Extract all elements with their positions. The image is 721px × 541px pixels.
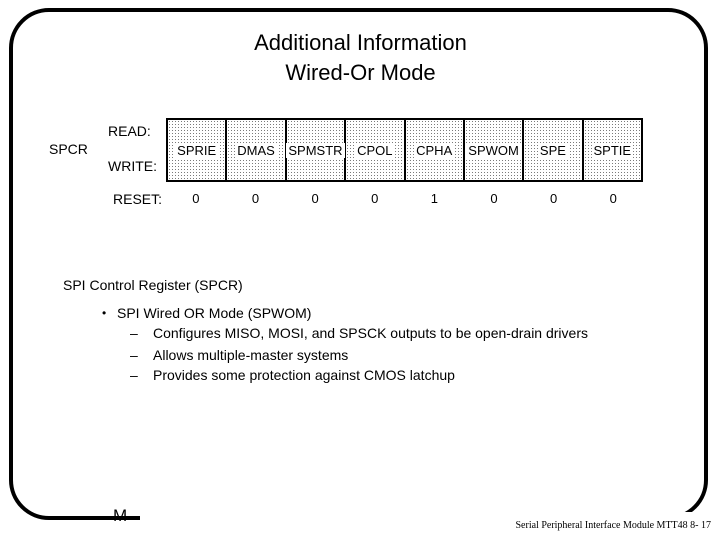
- reset-value: 0: [609, 191, 617, 206]
- bit-label: DMAS: [237, 142, 275, 158]
- register-bit-table: [166, 118, 643, 182]
- dash-marker: –: [130, 367, 138, 383]
- register-bit-cell: [524, 120, 583, 180]
- reset-value: 0: [549, 191, 558, 206]
- sub-item: Provides some protection against CMOS latchup: [153, 367, 455, 383]
- bit-label: CPHA: [416, 142, 453, 158]
- register-bit-cell: [227, 120, 286, 180]
- footer-text: Serial Peripheral Interface Module MTT48 8- 17: [515, 520, 711, 531]
- motorola-logo: M: [113, 506, 128, 525]
- reset-value: 0: [192, 191, 200, 206]
- dash-marker: –: [130, 347, 138, 363]
- reset-value: 1: [430, 191, 438, 206]
- slide-title-line1: Additional Information: [254, 30, 467, 55]
- bullet-item: SPI Wired OR Mode (SPWOM): [117, 305, 312, 321]
- reset-value: 0: [251, 191, 260, 206]
- bit-label: SPRIE: [177, 142, 217, 158]
- register-bit-cell: [346, 120, 405, 180]
- section-heading: SPI Control Register (SPCR): [63, 277, 243, 293]
- register-bit-cell: [168, 120, 227, 180]
- register-bit-cell: [584, 120, 641, 180]
- register-bit-cell: [465, 120, 524, 180]
- bit-label: SPE: [539, 142, 566, 158]
- write-label: WRITE:: [108, 158, 157, 174]
- register-name: SPCR: [49, 141, 88, 157]
- slide-title-line2: Wired-Or Mode: [285, 60, 436, 85]
- read-label: READ:: [108, 123, 151, 139]
- bullet-dot: •: [102, 306, 107, 320]
- dash-marker: –: [130, 325, 138, 341]
- bit-label: SPWOM: [468, 142, 519, 158]
- reset-values-row: [166, 191, 643, 207]
- reset-value: 0: [311, 191, 319, 206]
- reset-value: 0: [371, 191, 379, 206]
- reset-value: 0: [490, 191, 498, 206]
- bit-label: SPMSTR: [288, 142, 343, 158]
- bit-label: SPTIE: [593, 142, 632, 158]
- register-bit-cell: [287, 120, 346, 180]
- sub-item: Configures MISO, MOSI, and SPSCK outputs to be open-drain drivers: [153, 325, 588, 341]
- bit-label: CPOL: [357, 142, 393, 158]
- reset-label: RESET:: [113, 191, 163, 207]
- register-bit-cell: [406, 120, 465, 180]
- sub-item: Allows multiple-master systems: [153, 347, 349, 363]
